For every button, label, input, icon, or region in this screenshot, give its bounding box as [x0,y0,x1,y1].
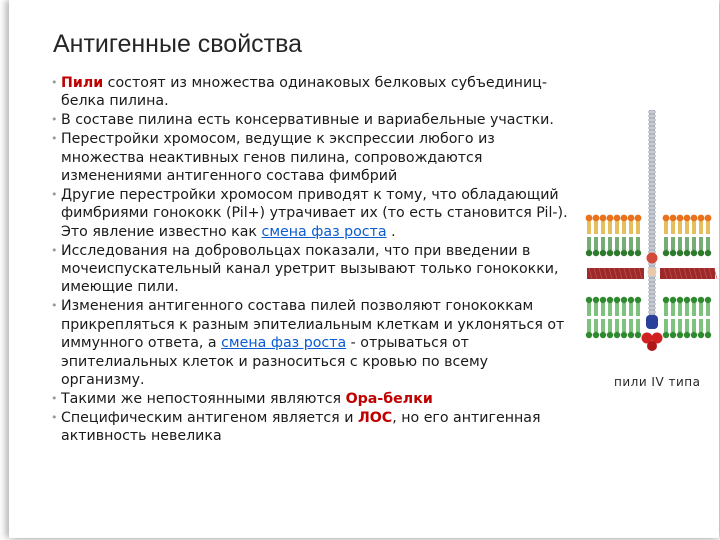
pilus-subunit [648,166,655,170]
pilus-subunit [648,154,655,158]
pilus-subunit [648,110,655,114]
pilus-subunit [648,282,655,286]
pilus-subunit [648,194,655,198]
lipid-head [593,332,599,338]
pilus-subunit [648,234,655,238]
pilus-subunit [648,230,655,234]
bullet-dot-icon: • [51,187,58,201]
lipid-head [586,332,592,338]
lipid-head [614,297,620,303]
pilus-subunit [648,130,655,134]
lipid-head [663,215,670,222]
lipid-head [607,332,613,338]
bullet-text-after: . [386,223,396,240]
slide-title: Антигенные свойства [53,30,303,58]
lipid-head [607,250,613,256]
lipid-head [586,215,593,222]
lipid-head [621,215,628,222]
lipid-head [684,215,691,222]
pilus-subunit [648,170,655,174]
phase-change-link[interactable]: смена фаз роста [221,335,347,352]
phase-change-link[interactable]: смена фаз роста [261,223,387,240]
lipid-head [684,250,690,256]
bullet-text-after: , но его антигенная активность невелика [61,409,541,445]
bullet-dot-icon: • [51,132,58,146]
lipid-head [670,250,676,256]
bullet-dot-icon: • [51,410,58,424]
pilus-subunit [648,202,655,206]
pilus-subunit [648,294,655,298]
lipid-head [600,297,606,303]
lipid-head [663,332,669,338]
lipid-head [607,215,614,222]
pilus-subunit [648,246,655,250]
lipid-head [593,215,600,222]
lipid-head [691,332,697,338]
bullet-text: Специфическим антигеном является и [61,409,358,426]
lipid-head [677,332,683,338]
lipid-head [600,215,607,222]
lipid-head [614,215,621,222]
pilus-subunit [648,186,655,190]
bullet-item [51,297,573,389]
bullet-strong: Пили [61,75,104,91]
lipid-head [698,297,704,303]
bullet-dot-icon: • [51,113,58,127]
lipid-head [677,250,683,256]
pilus-subunit [648,178,655,182]
lipid-head [586,250,592,256]
pilus-subunit [648,190,655,194]
bullet-text: Другие перестройки хромосом приводят к тому, что обладающий фимбриями гонококк (Pil+) утрачивает их (то есть становится Pil-). Это явление известно как [61,186,568,240]
pilus-subunit [648,214,655,218]
lipid-head [628,250,634,256]
bullet-text: Исследования на добровольцах показали, что при введении в мочеиспускательный канал уретрит вызывают только гонококки, имеющие пили. [61,242,559,296]
bullet-item [51,130,573,185]
lipid-head [628,215,635,222]
lipid-head [705,297,711,303]
pilus-subunit [648,210,655,214]
pilus-subunit [648,142,655,146]
lipid-head [691,250,697,256]
lipid-head [684,297,690,303]
pilus-shaft [648,110,655,326]
inner-membrane-protein [646,315,658,329]
pilus-membrane-illustration [585,110,719,362]
bullet-dot-icon: • [51,76,58,89]
lipid-head [684,332,690,338]
pilus-subunit [648,182,655,186]
pilus-subunit [648,134,655,138]
lipid-head [705,332,711,338]
pilus-subunit [648,290,655,294]
lipid-head [705,250,711,256]
lipid-head [593,250,599,256]
lipid-head [670,297,676,303]
lipid-head [698,250,704,256]
lipid-head [600,332,606,338]
pilus-subunit [648,278,655,282]
lipid-head [586,297,592,303]
pilus-subunit [648,162,655,166]
lipid-head [677,215,684,222]
pilus-subunit [648,158,655,162]
pilus-subunit [648,174,655,178]
bullet-item [51,409,573,446]
pilus-subunit [648,146,655,150]
bullet-text-after: - отрываться от эпителиальных клеток и разноситься с кровью по всему организму. [61,335,489,388]
pilus-subunit [648,302,655,306]
lipid-head [705,215,712,222]
pilus-subunit [648,222,655,226]
bullet-text: Перестройки хромосом, ведущие к экспрессии любого из множества неактивных генов пилина, сопровождаются изменениями антигенного состава фимбрий [61,131,495,185]
lipid-head [593,297,599,303]
pilus-subunit [648,242,655,246]
lipid-head [635,297,641,303]
lipid-head [677,297,683,303]
bullet-dot-icon: • [51,391,58,405]
lipid-head [621,250,627,256]
pilus-subunit [648,306,655,310]
lipid-head [691,215,698,222]
lipid-head [600,250,606,256]
pilus-subunit [648,138,655,142]
pilot-protein [648,268,657,277]
pilus-subunit [648,206,655,210]
bullet-dot-icon: • [51,243,58,257]
lipid-head [698,332,704,338]
atpase-protein [647,341,657,351]
bullet-item [51,74,573,111]
bullet-text: Изменения антигенного состава пилей позволяют гонококкам прикрепляться к разным эпителиальным клеткам и уклоняться от иммунного ответа, а [61,298,565,352]
bullet-text: В составе пилина есть консервативные и вариабельные участки. [61,112,554,129]
secretin-protein [647,253,658,264]
pilus-subunit [648,226,655,230]
lipid-head [635,332,641,338]
pilus-subunit [648,286,655,290]
lipid-head [621,297,627,303]
bullet-strong: ЛОС [357,409,393,426]
lipid-head [614,332,620,338]
lipid-head [691,297,697,303]
bullet-strong: Opa-белки [345,390,433,407]
lipid-head [698,215,705,222]
lipid-head [628,332,634,338]
pilus-subunit [648,126,655,130]
pilus-subunit [648,310,655,314]
bullet-text: состоят из множества одинаковых белковых субъединиц-белка пилина. [61,75,547,110]
lipid-head [628,297,634,303]
pilus-subunit [648,114,655,118]
pilus-subunit [648,118,655,122]
bullet-item [51,242,573,297]
bullet-dot-icon: • [51,299,58,313]
lipid-head [663,250,669,256]
lipid-head [663,297,669,303]
pilus-subunit [648,218,655,222]
pilus-subunit [648,122,655,126]
figure-caption: пили IV типа [614,375,701,389]
slide [9,0,719,538]
bullet-text: Такими же непостоянными являются [61,390,346,407]
lipid-head [614,250,620,256]
pilus-subunit [648,238,655,242]
bullet-item [51,111,573,129]
lipid-head [670,332,676,338]
lipid-head [621,332,627,338]
pilus-subunit [648,150,655,154]
pilus-subunit [648,198,655,202]
bullet-item [51,390,573,408]
lipid-head [607,297,613,303]
bullet-list [51,74,573,446]
lipid-head [670,215,677,222]
pilus-subunit [648,298,655,302]
bullet-item [51,186,573,241]
lipid-head [635,215,642,222]
lipid-head [635,250,641,256]
